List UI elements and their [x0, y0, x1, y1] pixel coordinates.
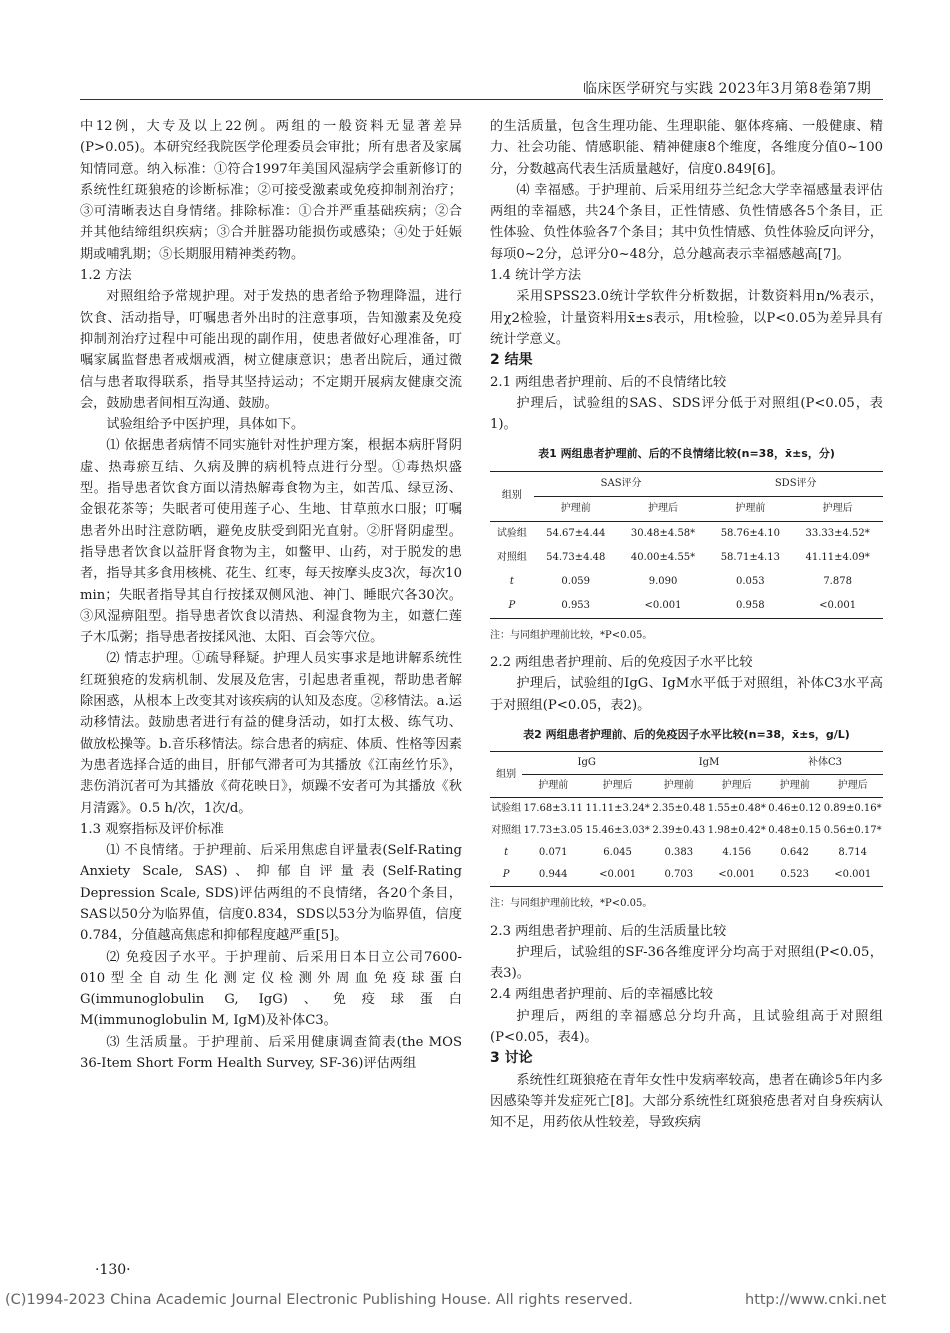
- table-header: 护理前: [735, 502, 766, 514]
- table-cell: 对照组: [491, 825, 522, 837]
- table-cell: 58.76±4.10: [720, 527, 780, 539]
- table-cell: 0.46±0.12: [768, 803, 822, 815]
- section-heading: 2 结果: [490, 352, 533, 369]
- table-cell: t: [509, 575, 514, 587]
- table-header: 补体C3: [767, 752, 883, 775]
- paragraph: 的生活质量，包含生理功能、生理职能、躯体疼痛、一般健康、精力、社会功能、情感职能、精神健康8个维度，各维度分值0~100分，分数越高代表生活质量越好，信度0.849[6]。: [490, 119, 883, 177]
- table-2: [490, 751, 883, 887]
- table-cell: 0.944: [538, 869, 568, 881]
- table-header: 组别: [490, 752, 522, 798]
- table-row: [490, 521, 883, 546]
- cnki-url[interactable]: http://www.cnki.net: [745, 1292, 887, 1308]
- table-cell: P: [502, 869, 510, 881]
- paragraph: 护理后，试验组的SAS、SDS评分低于对照组(P<0.05，表1)。: [490, 395, 883, 433]
- table-cell: <0.001: [718, 869, 756, 881]
- table-cell: 0.642: [780, 847, 810, 859]
- paragraph: ⑶ 生活质量。于护理前、后采用健康调查简表(the MOS 36-Item Short Form Health Survey, SF-36)评估两组: [80, 1034, 462, 1072]
- table-header: SAS评分: [534, 471, 709, 496]
- table-cell: 9.090: [648, 575, 678, 587]
- table-row: [490, 820, 883, 842]
- table-header: 护理后: [822, 502, 853, 514]
- table-cell: 0.48±0.15: [768, 825, 822, 837]
- table-cell: t: [504, 847, 509, 859]
- table-cell: 0.053: [736, 575, 765, 587]
- table-cell: 40.00±4.55*: [630, 551, 696, 563]
- table-cell: 11.11±3.24*: [585, 803, 650, 815]
- table-header: SDS评分: [708, 471, 883, 496]
- table-cell: 17.68±3.11: [523, 803, 583, 815]
- table-header: 护理后: [602, 780, 633, 792]
- table-cell: 0.56±0.17*: [823, 825, 882, 837]
- copyright-text: (C)1994-2023 China Academic Journal Electronic Publishing House. All rights reserved.: [5, 1292, 633, 1308]
- table-header: 护理后: [721, 780, 752, 792]
- subsection-heading: 2.2 两组患者护理前、后的免疫因子水平比较: [490, 655, 753, 671]
- table-cell: 15.46±3.03*: [585, 825, 650, 837]
- table-row: [490, 864, 883, 887]
- paragraph: 试验组给予中医护理，具体如下。: [106, 417, 305, 433]
- table-row: [490, 594, 883, 619]
- table-cell: 0.703: [664, 869, 694, 881]
- paragraph: ⑷ 幸福感。于护理前、后采用纽芬兰纪念大学幸福感量表评估两组的幸福感，共24个条目，正性情感、负性情感各5个条目，正性体验、负性体验各7个条目；其中负性情感、负性体验反向评分，每项0~2分，总评分0~48分，总分越高表示幸福感越高[7]。: [490, 182, 883, 262]
- table-cell: <0.001: [819, 599, 857, 611]
- table-cell: 0.383: [664, 847, 694, 859]
- subsection-heading: 1.4 统计学方法: [490, 268, 582, 284]
- page-number: ·130·: [95, 1262, 131, 1278]
- paragraph: 系统性红斑狼疮在青年女性中发病率较高，患者在确诊5年内多因感染等并发症死亡[8]。大部分系统性红斑狼疮患者对自身疾病认知不足，用药依从性较差，导致疾病: [490, 1072, 883, 1131]
- table-row: [490, 842, 883, 864]
- table-cell: 1.55±0.48*: [707, 803, 766, 815]
- table-1: [490, 471, 883, 619]
- table-cell: 30.48±4.58*: [630, 527, 696, 539]
- journal-header: 临床医学研究与实践 2023年3月第8卷第7期: [583, 81, 872, 97]
- table-cell: 54.73±4.48: [546, 551, 606, 563]
- table-row: [490, 570, 883, 594]
- subsection-heading: 2.3 两组患者护理前、后的生活质量比较: [490, 923, 727, 939]
- table-cell: 试验组: [491, 803, 522, 815]
- paragraph: 采用SPSS23.0统计学软件分析数据，计数资料用n/%表示，用χ2检验，计量资料用x̄±s表示，用t检验，以P<0.05为差异具有统计学意义。: [490, 289, 883, 347]
- table-header: IgM: [651, 752, 767, 775]
- table-cell: 17.73±3.05: [523, 825, 583, 837]
- table-note: 注：与同组护理前比较，*P<0.05。: [490, 898, 653, 910]
- subsection-heading: 1.2 方法: [80, 268, 132, 284]
- table-cell: 33.33±4.52*: [805, 527, 870, 539]
- table-cell: 0.953: [561, 599, 591, 611]
- left-column: [80, 116, 462, 1074]
- paragraph: ⑵ 免疫因子水平。于护理前、后采用日本日立公司7600-010型全自动生化测定仪检测外周血免疫球蛋白G(immunoglobulin G, IgG)、免疫球蛋白M(immunoglobulin M, IgM)及补体C3。: [80, 949, 462, 1029]
- table-header: 护理后: [648, 502, 679, 514]
- paragraph: ⑴ 不良情绪。于护理前、后采用焦虑自评量表(Self-Rating Anxiety Scale, SAS)、抑郁自评量表(Self-Rating Depression Scale, SDS)评估两组的不良情绪，各20个条目，SAS以50分为临界值，信度0.834，SDS以53分为临界值，信度0.784，分值越高焦虑和抑郁程度越严重[5]。: [80, 843, 462, 944]
- subsection-heading: 1.3 观察指标及评价标准: [80, 821, 224, 837]
- table-note: 注：与同组护理前比较，*P<0.05。: [490, 629, 653, 641]
- table-header: 护理前: [538, 780, 569, 792]
- table-row: [490, 546, 883, 570]
- table-caption: 表2 两组患者护理前、后的免疫因子水平比较(n=38，x̄±s，g/L): [523, 727, 850, 741]
- table-cell: 0.89±0.16*: [823, 803, 882, 815]
- table-cell: 对照组: [496, 551, 527, 563]
- right-column: [490, 116, 883, 1134]
- table-cell: 2.35±0.48: [652, 803, 706, 815]
- table-caption: 表1 两组患者护理前、后的不良情绪比较(n=38，x̄±s，分): [538, 447, 835, 461]
- table-cell: 2.39±0.43: [652, 825, 706, 837]
- paragraph: 护理后，试验组的IgG、IgM水平低于对照组，补体C3水平高于对照组(P<0.05，表2)。: [490, 676, 883, 713]
- paragraph: ⑵ 情志护理。①疏导释疑。护理人员实事求是地讲解系统性红斑狼疮的发病机制、发展及危害，引起患者重视，帮助患者解除困惑，从根本上改变其对该疾病的认知及态度。②移情法。a.运动移情法。鼓励患者进行有益的健身活动，如打太极、练气功、做放松操等。b.音乐移情法。综合患者的病症、体质、性格等因素为患者选择合适的曲目，肝郁气滞者可为其播放《江南丝竹乐》，悲伤消沉者可为其播放《荷花映日》，烦躁不安者可为其播放《秋月清露》。0.5 h/次，1次/d。: [80, 651, 462, 816]
- table-header: 护理前: [663, 780, 694, 792]
- table-cell: 0.071: [538, 847, 568, 859]
- header-rule: [80, 99, 883, 100]
- paragraph: 对照组给予常规护理。对于发热的患者给予物理降温，进行饮食、活动指导，叮嘱患者外出时的注意事项，告知激素及免疫抑制剂治疗过程中可能出现的副作用，使患者做好心理准备，叮嘱家属监督患者戒烟戒酒，树立健康意识；患者出院后，通过微信与患者取得联系，指导其坚持运动；不定期开展病友健康交流会，鼓励患者间相互沟通、鼓励。: [80, 289, 462, 411]
- table-cell: 0.523: [780, 869, 810, 881]
- table-cell: 8.714: [838, 847, 868, 859]
- table-cell: 41.11±4.09*: [805, 551, 870, 563]
- table-header: 护理前: [779, 780, 810, 792]
- paragraph: 护理后，两组的幸福感总分均升高，且试验组高于对照组(P<0.05，表4)。: [490, 1008, 883, 1046]
- table-cell: 54.67±4.44: [546, 527, 606, 539]
- table-cell: 7.878: [823, 575, 852, 587]
- paragraph: 护理后，试验组的SF-36各维度评分均高于对照组(P<0.05，表3)。: [490, 944, 883, 982]
- table-cell: 6.045: [603, 847, 632, 859]
- table-cell: 0.958: [736, 599, 765, 611]
- table-cell: 58.71±4.13: [720, 551, 780, 563]
- table-cell: <0.001: [834, 869, 872, 881]
- table-cell: P: [508, 599, 516, 611]
- table-cell: <0.001: [644, 599, 682, 611]
- table-header: IgG: [522, 752, 651, 775]
- subsection-heading: 2.4 两组患者护理前、后的幸福感比较: [490, 987, 713, 1003]
- table-header: 组别: [490, 471, 534, 521]
- table-header: 护理后: [837, 780, 868, 792]
- table-cell: 4.156: [722, 847, 752, 859]
- paragraph: ⑴ 依据患者病情不同实施针对性护理方案，根据本病肝肾阴虚、热毒瘀互结、久病及脾的病机特点进行分型。①毒热炽盛型。指导患者饮食方面以清热解毒食物为主，如苦瓜、绿豆汤、金银花茶等；失眠者可使用莲子心、生地、甘草煎水口服；叮嘱患者外出时注意防晒，避免皮肤受到阳光直射。②肝肾阴虚型。指导患者饮食以益肝肾食物为主，如鳖甲、山药，对于脱发的患者，指导其多食用核桃、花生、红枣，每天按摩头皮3次，每次10 min；失眠者指导其自行按揉双侧风池、神门、睡眠穴各30次。③风湿痹阻型。指导患者饮食以清热、利湿食物为主，如薏仁莲子木瓜粥；指导患者按揉风池、太阳、百会等穴位。: [80, 438, 462, 646]
- subsection-heading: 2.1 两组患者护理前、后的不良情绪比较: [490, 374, 727, 390]
- table-cell: 试验组: [496, 527, 527, 539]
- table-cell: <0.001: [599, 869, 637, 881]
- table-row: [490, 798, 883, 821]
- paragraph: 中12例，大专及以上22例。两组的一般资料无显著差异(P>0.05)。本研究经我院医学伦理委员会审批；所有患者及家属知情同意。纳入标准：①符合1997年美国风湿病学会重新修订的系统性红斑狼疮的诊断标准；②可接受激素或免疫抑制剂治疗；③可清晰表达自身情绪。排除标准：①合并严重基础疾病；②合并其他结缔组织疾病；③合并脏器功能损伤或感染；④处于妊娠期或哺乳期；⑤长期服用精神类药物。: [80, 119, 462, 262]
- table-header: 护理前: [560, 502, 591, 514]
- table-cell: 1.98±0.42*: [707, 825, 766, 837]
- table-cell: 0.059: [561, 575, 591, 587]
- section-heading: 3 讨论: [490, 1050, 533, 1067]
